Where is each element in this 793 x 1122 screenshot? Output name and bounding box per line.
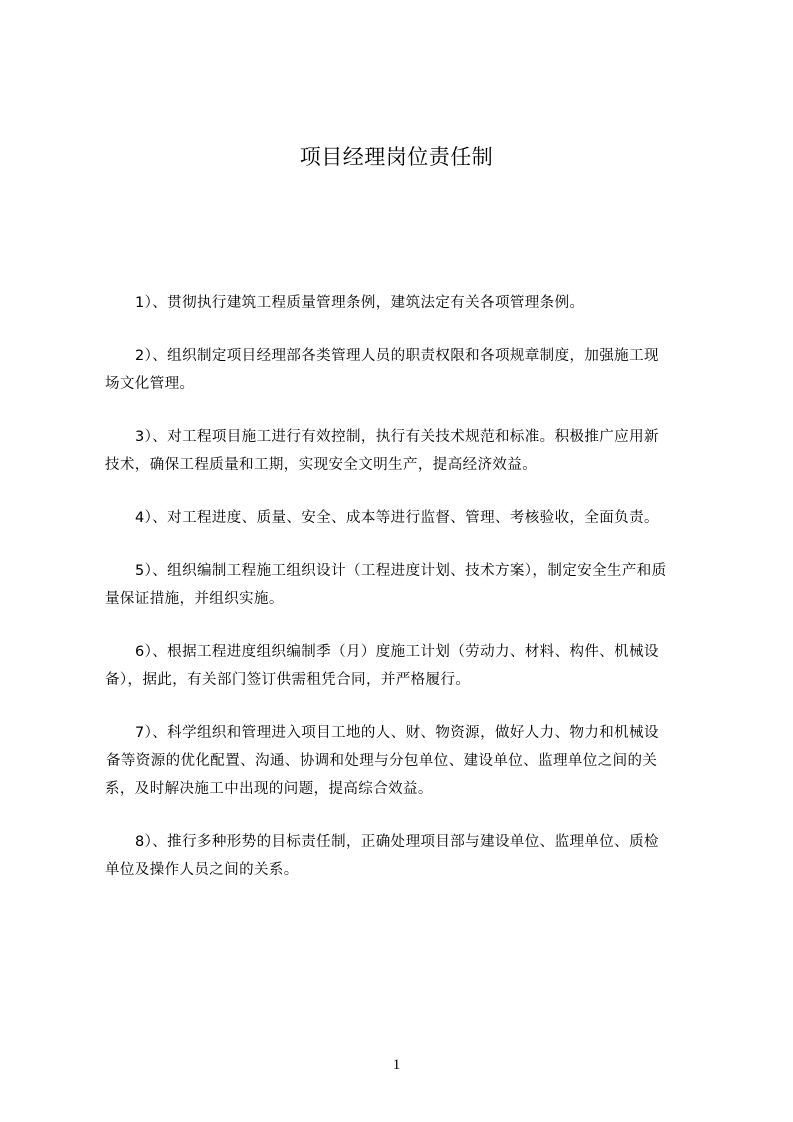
paragraph-4 (105, 504, 705, 532)
paragraph-line: 1）、贯彻执行建筑工程质量管理条例，建筑法定有关各项管理条例。 (135, 295, 585, 311)
paragraph-line: 8）、推行多种形势的目标责任制，正确处理项目部与建设单位、监理单位、质检 (135, 834, 659, 850)
paragraph-line: 2）、组织制定项目经理部各类管理人员的职责权限和各项规章制度，加强施工现 (135, 348, 659, 364)
paragraph-line: 场文化管理。 (105, 376, 195, 392)
paragraph-5 (105, 557, 705, 613)
paragraph-2 (105, 342, 705, 398)
paragraph-line: 4）、对工程进度、质量、安全、成本等进行监督、管理、考核验收，全面负责。 (135, 510, 659, 526)
paragraph-line: 量保证措施，并组织实施。 (105, 591, 284, 607)
paragraph-line: 5）、组织编制工程施工组织设计（工程进度计划、技术方案），制定安全生产和质 (135, 563, 667, 579)
paragraph-7 (105, 719, 705, 803)
paragraph-8 (105, 828, 705, 884)
paragraph-line: 技术，确保工程质量和工期，实现安全文明生产，提高经济效益。 (105, 457, 538, 473)
paragraph-line: 备），据此，有关部门签订供需租凭合同，并严格履行。 (105, 672, 471, 688)
paragraph-line: 系，及时解决施工中出现的问题，提高综合效益。 (105, 781, 433, 797)
paragraph-line: 单位及操作人员之间的关系。 (105, 862, 299, 878)
paragraph-3 (105, 423, 705, 479)
paragraph-line: 6）、根据工程进度组织编制季（月）度施工计划（劳动力、材料、构件、机械设 (135, 644, 659, 660)
paragraph-line: 备等资源的优化配置、沟通、协调和处理与分包单位、建设单位、监理单位之间的关 (106, 753, 658, 769)
paragraph-1 (105, 289, 705, 317)
paragraph-line: 3）、对工程项目施工进行有效控制，执行有关技术规范和标准。积极推广应用新 (135, 429, 659, 445)
page-number: 1 (392, 1057, 401, 1073)
paragraph-line: 7）、科学组织和管理进入项目工地的人、财、物资源，做好人力、物力和机械设 (135, 725, 659, 741)
document-body (105, 289, 705, 909)
document-title: 项目经理岗位责任制 (299, 145, 494, 169)
paragraph-6 (105, 638, 705, 694)
